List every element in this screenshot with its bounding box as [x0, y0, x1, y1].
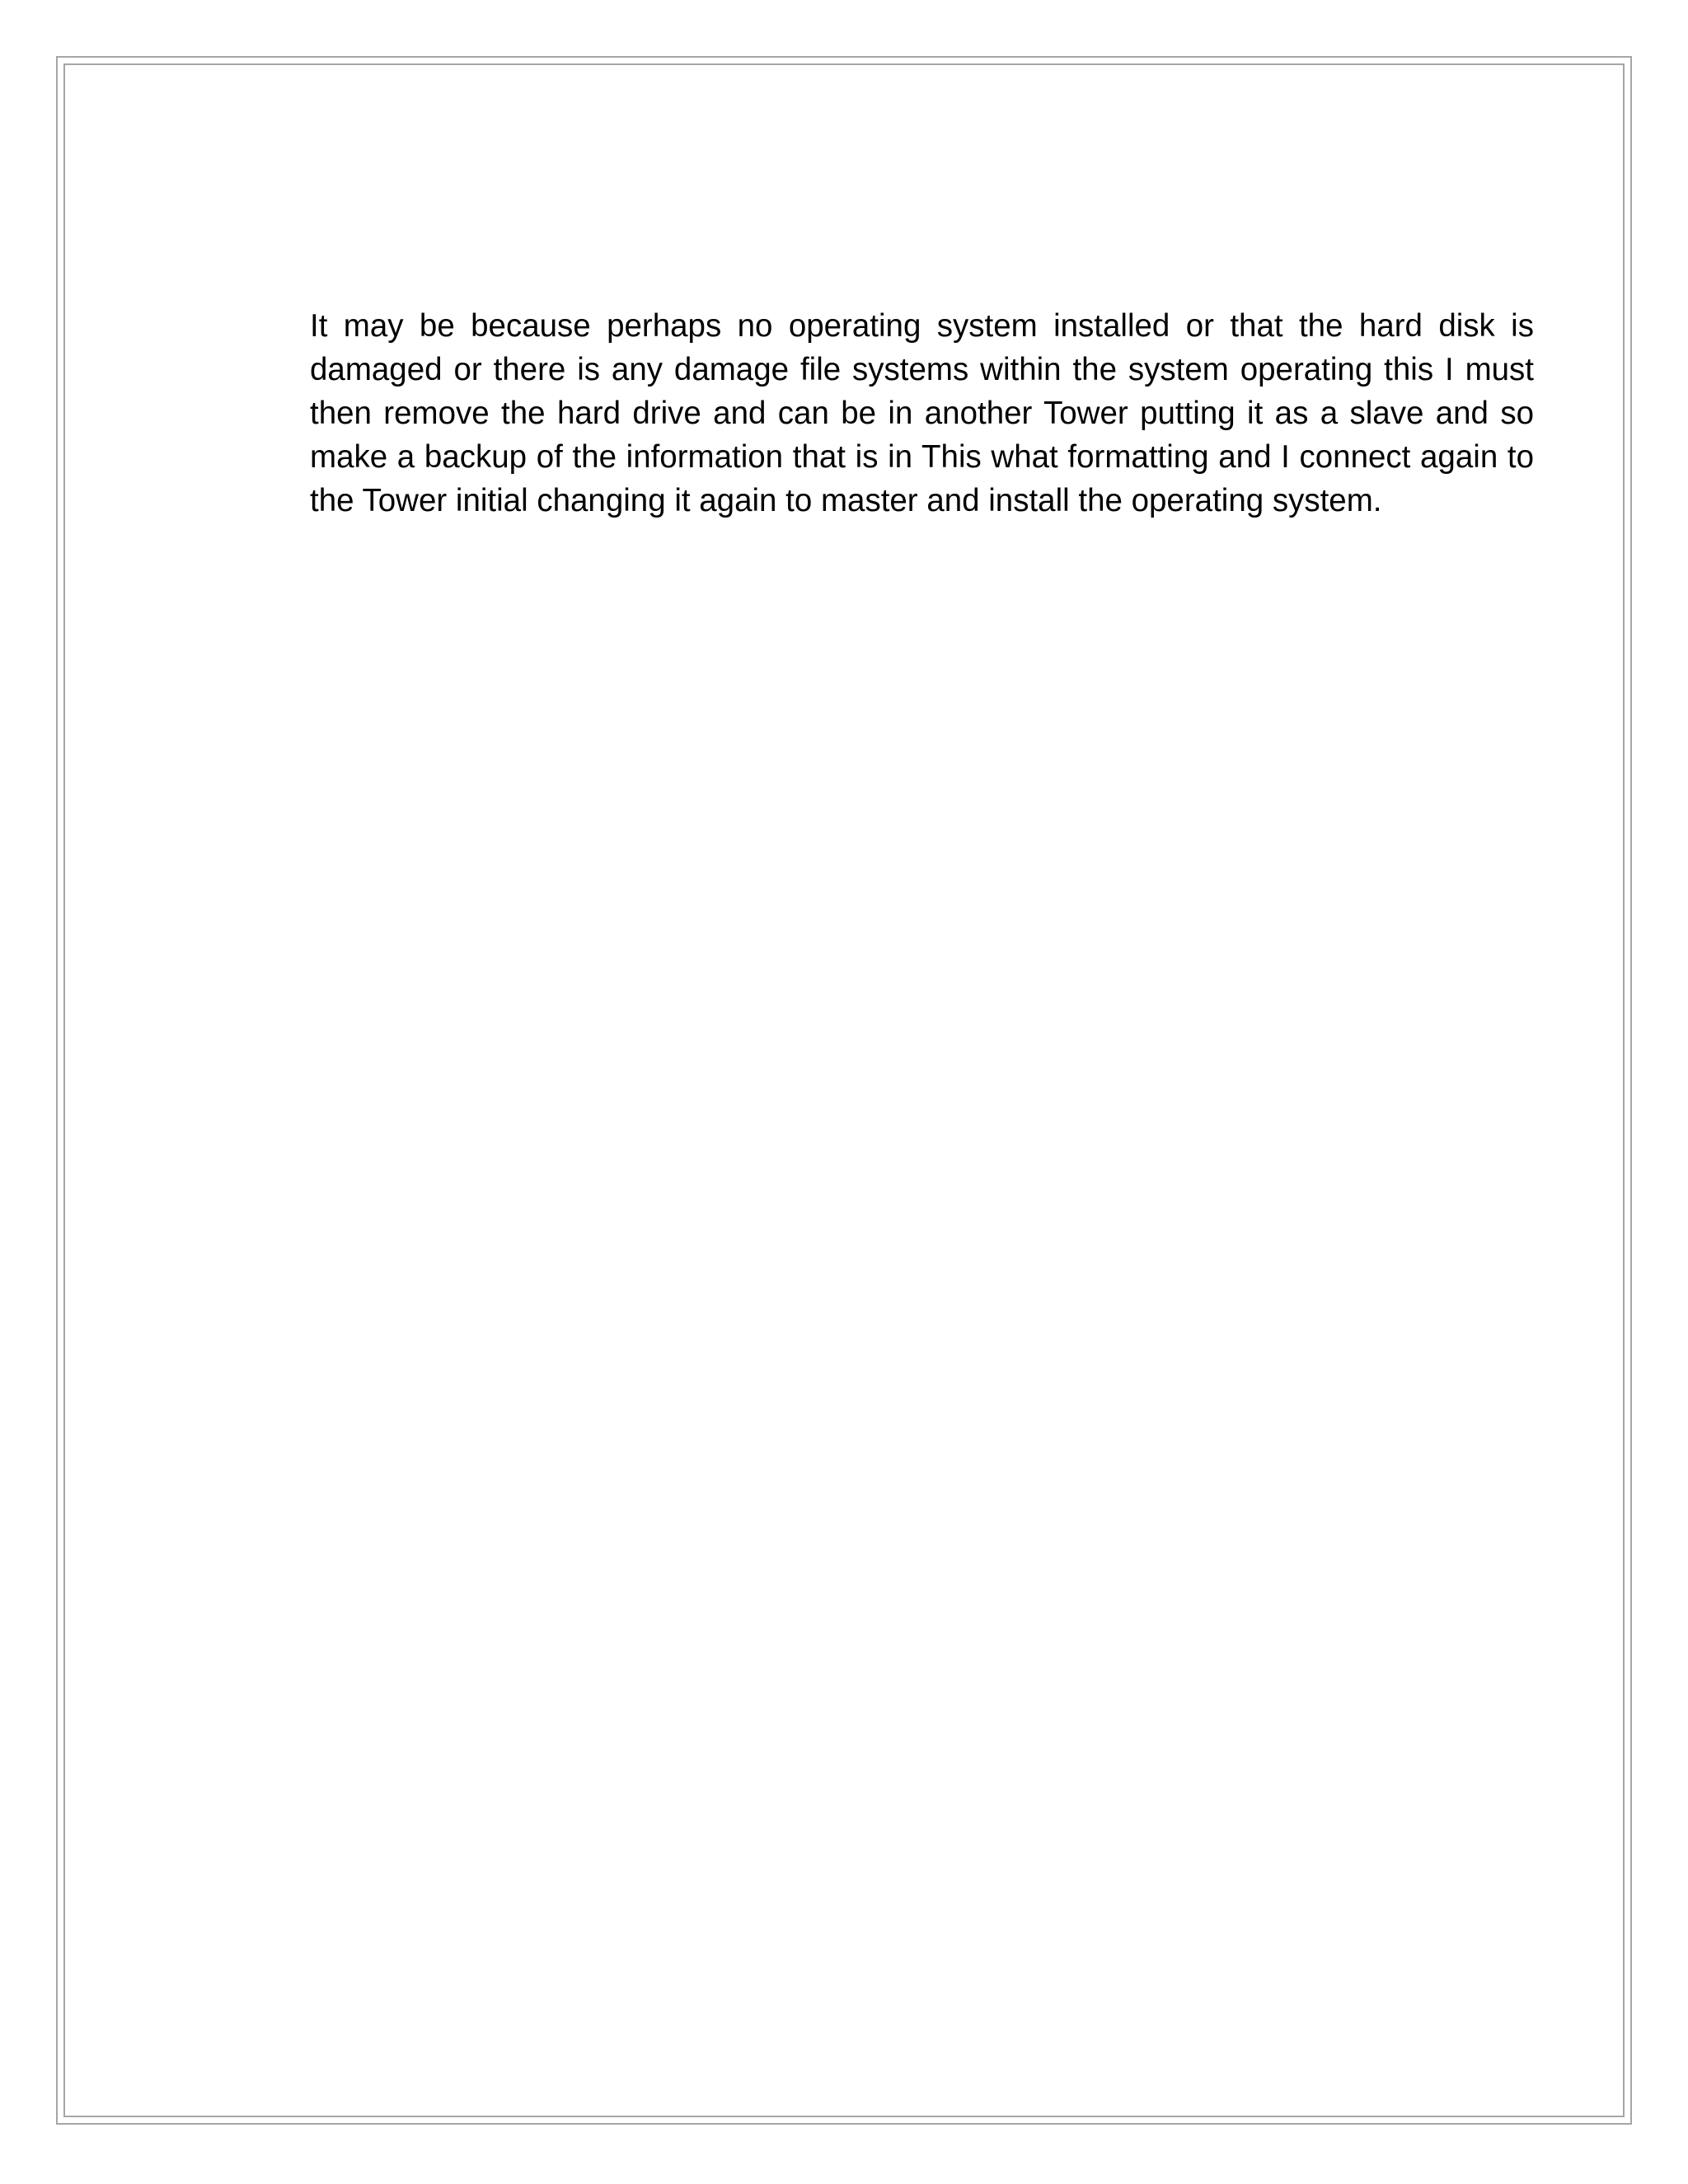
body-paragraph: It may be because perhaps no operating system installed or that the hard disk is damaged or there is any damage file systems within the system operating this I must then remove the hard drive and can be in another Tower putting it as a slave and so make a backup of the information that is in This what formatting and I connect again to the Tower initial changing it again to master and install the operating system. — [310, 308, 1534, 518]
